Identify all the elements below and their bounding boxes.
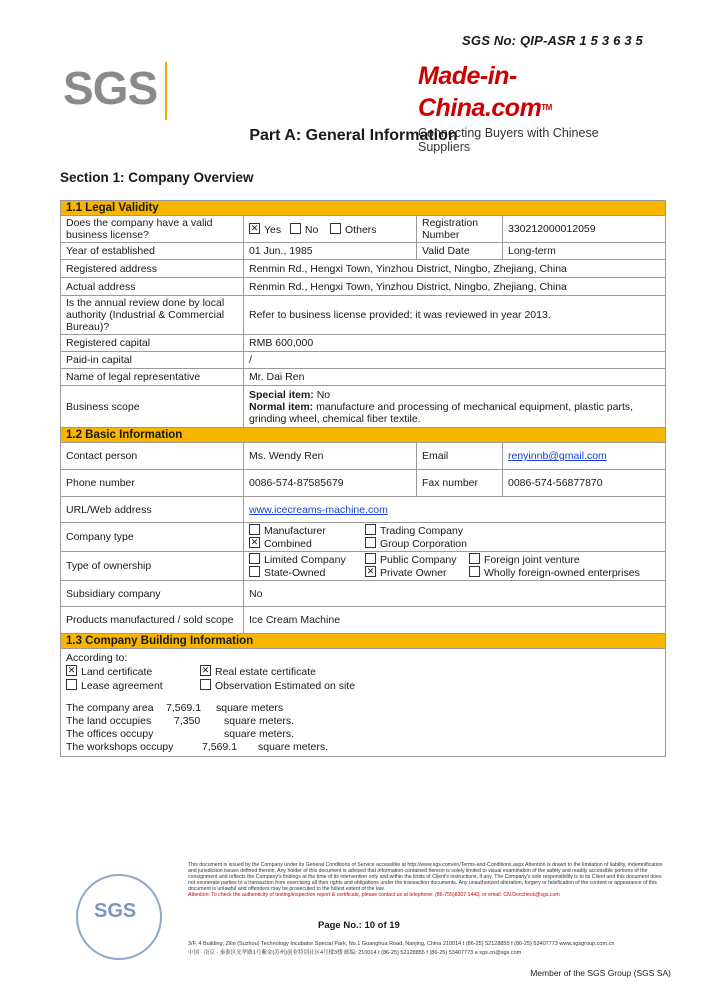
website-link[interactable]: www.icecreams-machine.com [249, 503, 388, 516]
email-value[interactable] [503, 443, 666, 470]
email-label: Email [417, 443, 503, 470]
table-row [61, 443, 666, 470]
registered-capital-label: Registered capital [61, 335, 244, 352]
unchecked-checkbox-icon [330, 223, 341, 234]
table-row [61, 523, 666, 552]
offices-occupy-line: The offices occupy square meters. [66, 728, 295, 740]
building-info-header-row [61, 634, 666, 649]
table-row [61, 386, 666, 428]
unchecked-checkbox-icon [249, 524, 260, 535]
option-label: Private Owner [380, 567, 447, 579]
table-row [61, 352, 666, 369]
option-label: Lease agreement [81, 680, 163, 692]
section-heading: 1.2 Basic Information [61, 428, 666, 443]
annual-review-label: Is the annual review done by local authority (Industrial & Commercial Bureau)? [61, 296, 244, 335]
sgs-logo-bar [165, 62, 167, 120]
phone-value: 0086-574-87585679 [244, 470, 417, 497]
normal-item-label: Normal item: [249, 400, 314, 413]
subsidiary-value: No [244, 581, 666, 607]
valid-date-label: Valid Date [417, 243, 503, 260]
option-label: Real estate certificate [215, 666, 316, 678]
reg-number-value: 330212000012059 [503, 216, 666, 243]
option-label: Public Company [380, 554, 457, 566]
option-label: Trading Company [380, 525, 464, 537]
email-link[interactable]: renyinnb@gmail.com [508, 450, 607, 462]
ownership-options [244, 552, 666, 581]
workshops-occupy-line: The workshops occupy 7,569.1 square meters. [66, 741, 329, 753]
special-item-value: No [316, 388, 331, 401]
option-label: Manufacturer [264, 525, 326, 537]
normal-item-value: manufacture and processing of mechanical equipment, plastic parts, grinding wheel, chemical fiber textile. [249, 400, 634, 425]
sgs-stamp [62, 864, 182, 974]
registered-address-value: Renmin Rd., Hengxi Town, Yinzhou District, Ningbo, Zhejiang, China [244, 260, 666, 278]
checked-checkbox-icon [200, 665, 211, 676]
year-label: Year of established [61, 243, 244, 260]
part-title: Part A: General Information [249, 127, 458, 144]
made-in-china-logo [418, 60, 648, 154]
table-row [61, 649, 666, 757]
unchecked-checkbox-icon [249, 553, 260, 564]
company-type-options [244, 523, 666, 552]
basic-info-header-row [61, 428, 666, 443]
actual-address-value: Renmin Rd., Hengxi Town, Yinzhou District, Ningbo, Zhejiang, China [244, 278, 666, 296]
url-value[interactable] [244, 497, 666, 523]
option-label: Observation Estimated on site [215, 680, 356, 692]
stamp-logo-text: SGS [94, 900, 137, 922]
according-to: According to: [66, 652, 128, 664]
legal-rep-label: Name of legal representative [61, 369, 244, 386]
unchecked-checkbox-icon [66, 679, 77, 690]
registered-address-label: Registered address [61, 260, 244, 278]
sgs-logo [63, 62, 173, 120]
checked-checkbox-icon [365, 566, 376, 577]
valid-date-value: Long-term [503, 243, 666, 260]
mic-tagline: Connecting Buyers with Chinese Suppliers [418, 126, 599, 154]
option-label: Others [345, 223, 377, 236]
table-row [61, 296, 666, 335]
special-item-label: Special item: [249, 388, 314, 401]
option-label: Combined [264, 538, 312, 550]
fax-label: Fax number [417, 470, 503, 497]
table-row [61, 335, 666, 352]
member-note: Member of the SGS Group (SGS SA) [530, 968, 671, 978]
section-title: Section 1: Company Overview [60, 170, 254, 185]
disclaimer-text: This document is issued by the Company under its General Conditions of Service accessible at http://www.sgs.com/en/Terms-and-Conditions.aspx Attention is drawn to the limitation of liability, indemnification and jurisdiction issues defined therein. Any holder of this document is advised that information contained hereon is solely limited to visual examination of the safety and readily accessible portions of the consignment and reflects the Company's findings at the time of its intervention only and within the limits of Client's instructions, if any. The Company's sole responsibility is to its Client and this document does not exonerate parties to a transaction from exercising all their rights and obligations under the transaction documents. Any unauthorized alteration, forgery or falsification of the content or appearance of this document is unlawful and offenders may be prosecuted to the fullest extent of the law. Attention: To check the authenticity of testing/inspection report & certificate, please contact us at telephone: (86-755)8307 1443, or email: CN.Doccheck@sgs.com [188, 862, 663, 898]
table-row [61, 581, 666, 607]
table-row [61, 497, 666, 523]
sgs-number: SGS No: QIP-ASR 1 5 3 6 3 5 [462, 33, 643, 48]
option-label: Group Corporation [380, 538, 467, 550]
fax-value: 0086-574-56877870 [503, 470, 666, 497]
checked-checkbox-icon [249, 223, 260, 234]
table-row [61, 243, 666, 260]
unchecked-checkbox-icon [365, 553, 376, 564]
trademark-mark: TM [541, 103, 552, 112]
annual-review-value: Refer to business license provided; it was reviewed in year 2013. [244, 296, 666, 335]
footer [60, 858, 670, 978]
company-type-label: Company type [61, 523, 244, 552]
option-label: Limited Company [264, 554, 346, 566]
contact-label: Contact person [61, 443, 244, 470]
checked-checkbox-icon [66, 665, 77, 676]
section-heading: 1.3 Company Building Information [61, 634, 666, 649]
products-value: Ice Cream Machine [244, 607, 666, 634]
option-label: Wholly foreign-owned enterprises [484, 567, 640, 579]
reg-number-label: Registration Number [417, 216, 503, 243]
option-label: Foreign joint venture [484, 554, 580, 566]
office-address: 3/F, 4 Building, Zilin (Suzhou) Technology Incubator Special Park, No.1 Guanghua Road, Nanjing, China 210014 t (86-25) 52128855 f (86-25) 53407773 www.sgsgroup.com.cn 中国 · 南京 · 秦淮区光华路1号紫金(苏州)创业特别社区4号楼3楼 邮编: 210014 t (86-25) 52128855 f (86-25) 53407773 e sgs.cn@sgs.com [188, 941, 615, 956]
unchecked-checkbox-icon [365, 524, 376, 535]
license-options [244, 216, 417, 243]
legal-validity-header-row [61, 201, 666, 216]
option-label: Yes [264, 223, 282, 236]
unchecked-checkbox-icon [469, 553, 480, 564]
mic-logo-text: Made-in-China.com [418, 62, 542, 122]
option-label: No [304, 223, 319, 236]
section-heading: 1.1 Legal Validity [61, 201, 666, 216]
page-number: Page No.: 10 of 19 [318, 920, 400, 931]
table-row [61, 552, 666, 581]
option-label: Land certificate [81, 666, 153, 678]
phone-label: Phone number [61, 470, 244, 497]
sgs-logo-text: SGS [63, 62, 158, 114]
legal-rep-value: Mr. Dai Ren [244, 369, 666, 386]
option-label: State-Owned [264, 567, 326, 579]
subsidiary-label: Subsidiary company [61, 581, 244, 607]
business-scope-label: Business scope [61, 386, 244, 428]
company-area-line: The company area 7,569.1 square meters [66, 702, 284, 714]
url-label: URL/Web address [61, 497, 244, 523]
building-info-body [61, 649, 666, 757]
unchecked-checkbox-icon [290, 223, 301, 234]
table-row [61, 260, 666, 278]
table-row [61, 369, 666, 386]
year-value: 01 Jun., 1985 [244, 243, 417, 260]
table-row [61, 278, 666, 296]
products-label: Products manufactured / sold scope [61, 607, 244, 634]
license-question: Does the company have a valid business license? [61, 216, 244, 243]
actual-address-label: Actual address [61, 278, 244, 296]
table-row [61, 607, 666, 634]
contact-value: Ms. Wendy Ren [244, 443, 417, 470]
registered-capital-value: RMB 600,000 [244, 335, 666, 352]
paid-in-capital-value: / [244, 352, 666, 369]
ownership-label: Type of ownership [61, 552, 244, 581]
company-overview-table [60, 200, 666, 757]
unchecked-checkbox-icon [469, 566, 480, 577]
unchecked-checkbox-icon [365, 537, 376, 548]
table-row [61, 216, 666, 243]
unchecked-checkbox-icon [249, 566, 260, 577]
land-occupies-line: The land occupies 7,350 square meters. [66, 715, 295, 727]
authenticity-notice: Attention: To check the authenticity of testing/inspection report & certificate, please contact us at telephone: (86-755)8307 1443, or email: CN.Doccheck@sgs.com [188, 892, 560, 898]
table-row [61, 470, 666, 497]
paid-in-capital-label: Paid-in capital [61, 352, 244, 369]
checked-checkbox-icon [249, 537, 260, 548]
unchecked-checkbox-icon [200, 679, 211, 690]
business-scope-value [244, 386, 666, 428]
